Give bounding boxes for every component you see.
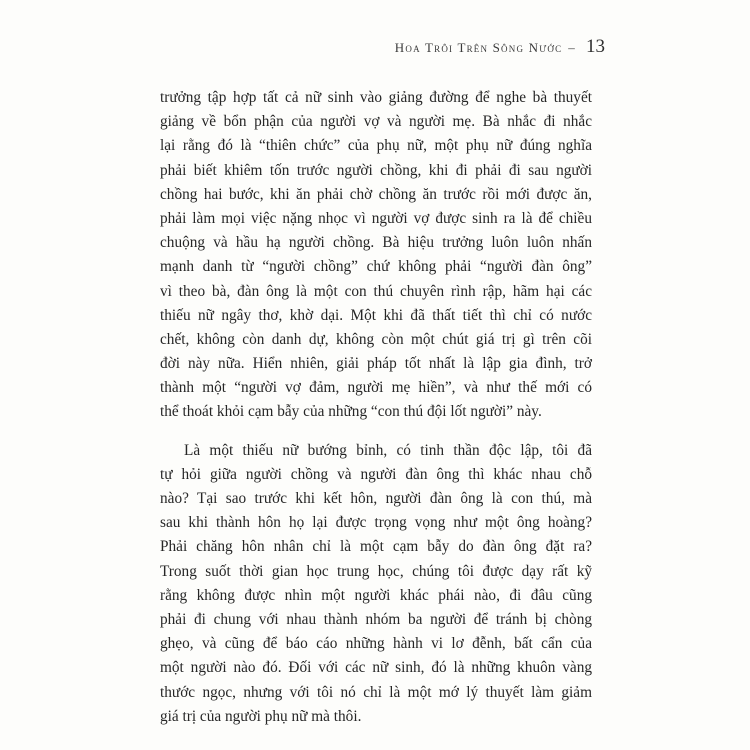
text-line: một người nào đó. Đối với các nữ sinh, đó là những khuôn vàng bbox=[160, 659, 592, 677]
text-line: phải làm mọi việc nặng nhọc vì người vợ được sinh ra là để chiều bbox=[160, 209, 592, 227]
paragraph-spacer bbox=[160, 425, 592, 439]
header-separator: – bbox=[568, 40, 576, 55]
text-line: tự hỏi giữa người chồng và người đàn ông thì khác nhau chỗ bbox=[160, 465, 592, 483]
text-line: nào? Tại sao trước khi kết hôn, người đàn ông là con thú, mà bbox=[160, 490, 592, 507]
text-line: thước ngọc, nhưng với tôi nó chỉ là một mớ lý thuyết làm giảm bbox=[160, 683, 592, 701]
text-line: ghẹo, và cũng để báo cáo những hành vi lơ đễnh, bất cẩn của bbox=[160, 635, 592, 653]
text-line: chết, không còn danh dự, không còn một chút giá trị gì trên cõi bbox=[160, 330, 592, 348]
text-line: trưởng tập hợp tất cả nữ sinh vào giảng đường để nghe bà thuyết bbox=[160, 89, 592, 106]
text-line: vì theo bà, đàn ông là một con thú chuyên rình rập, hãm hại các bbox=[160, 282, 592, 300]
text-line: giá trị của người phụ nữ mà thôi. bbox=[160, 707, 362, 725]
text-line: lại rằng đó là “thiên chức” của phụ nữ, một phụ nữ đúng nghĩa bbox=[160, 137, 592, 155]
text-line: rằng không được nhìn một người khác phái nào, đi đâu cũng bbox=[160, 586, 592, 604]
text-line: giảng về bổn phận của người vợ và người mẹ. Bà nhắc đi nhắc bbox=[160, 113, 592, 131]
text-line: thành một “người vợ đảm, người mẹ hiền”, và như thế mới có bbox=[160, 379, 592, 397]
text-line: mạnh danh từ “người chồng” chứ không phải “người đàn ông” bbox=[160, 258, 592, 276]
text-line: phải biết khiêm tốn trước người chồng, khi đi phải đi sau người bbox=[160, 161, 592, 179]
text-line: thể thoát khỏi cạm bẫy của những “con thú đội lốt người” này. bbox=[160, 403, 542, 421]
running-header bbox=[395, 40, 580, 56]
paragraph-2 bbox=[160, 439, 592, 729]
running-title: Hoa Trôi Trên Sông Nước bbox=[394, 40, 563, 55]
page-number: 13 bbox=[586, 36, 605, 57]
text-line: Là một thiếu nữ bướng bỉnh, có tinh thần độc lập, tôi đã bbox=[184, 441, 592, 459]
text-line: Trong suốt thời gian học trung học, chúng tôi được dạy rất kỹ bbox=[160, 562, 592, 580]
text-line: chồng hai bước, khi ăn phải chờ chồng ăn trước rồi mới được ăn, bbox=[160, 185, 592, 203]
text-line: phải đi chung với nhau thành nhóm ba người để tránh bị chòng bbox=[160, 610, 592, 628]
text-line: thiếu nữ ngây thơ, khờ dại. Một khi đã thất tiết thì chỉ có nước bbox=[160, 306, 592, 324]
text-line: chuộng và hầu hạ người chồng. Bà hiệu trưởng luôn luôn nhấn bbox=[160, 234, 592, 252]
paragraph-1 bbox=[160, 86, 592, 425]
body-text bbox=[160, 86, 592, 729]
text-line: đời này nữa. Hiển nhiên, giải pháp tốt nhất là lập gia đình, trở bbox=[160, 355, 592, 373]
text-line: sau khi thành hôn họ lại được trọng vọng như một ông hoàng? bbox=[160, 514, 592, 532]
text-line: Phải chăng hôn nhân chỉ là một cạm bẫy do đàn ông đặt ra? bbox=[160, 538, 592, 556]
